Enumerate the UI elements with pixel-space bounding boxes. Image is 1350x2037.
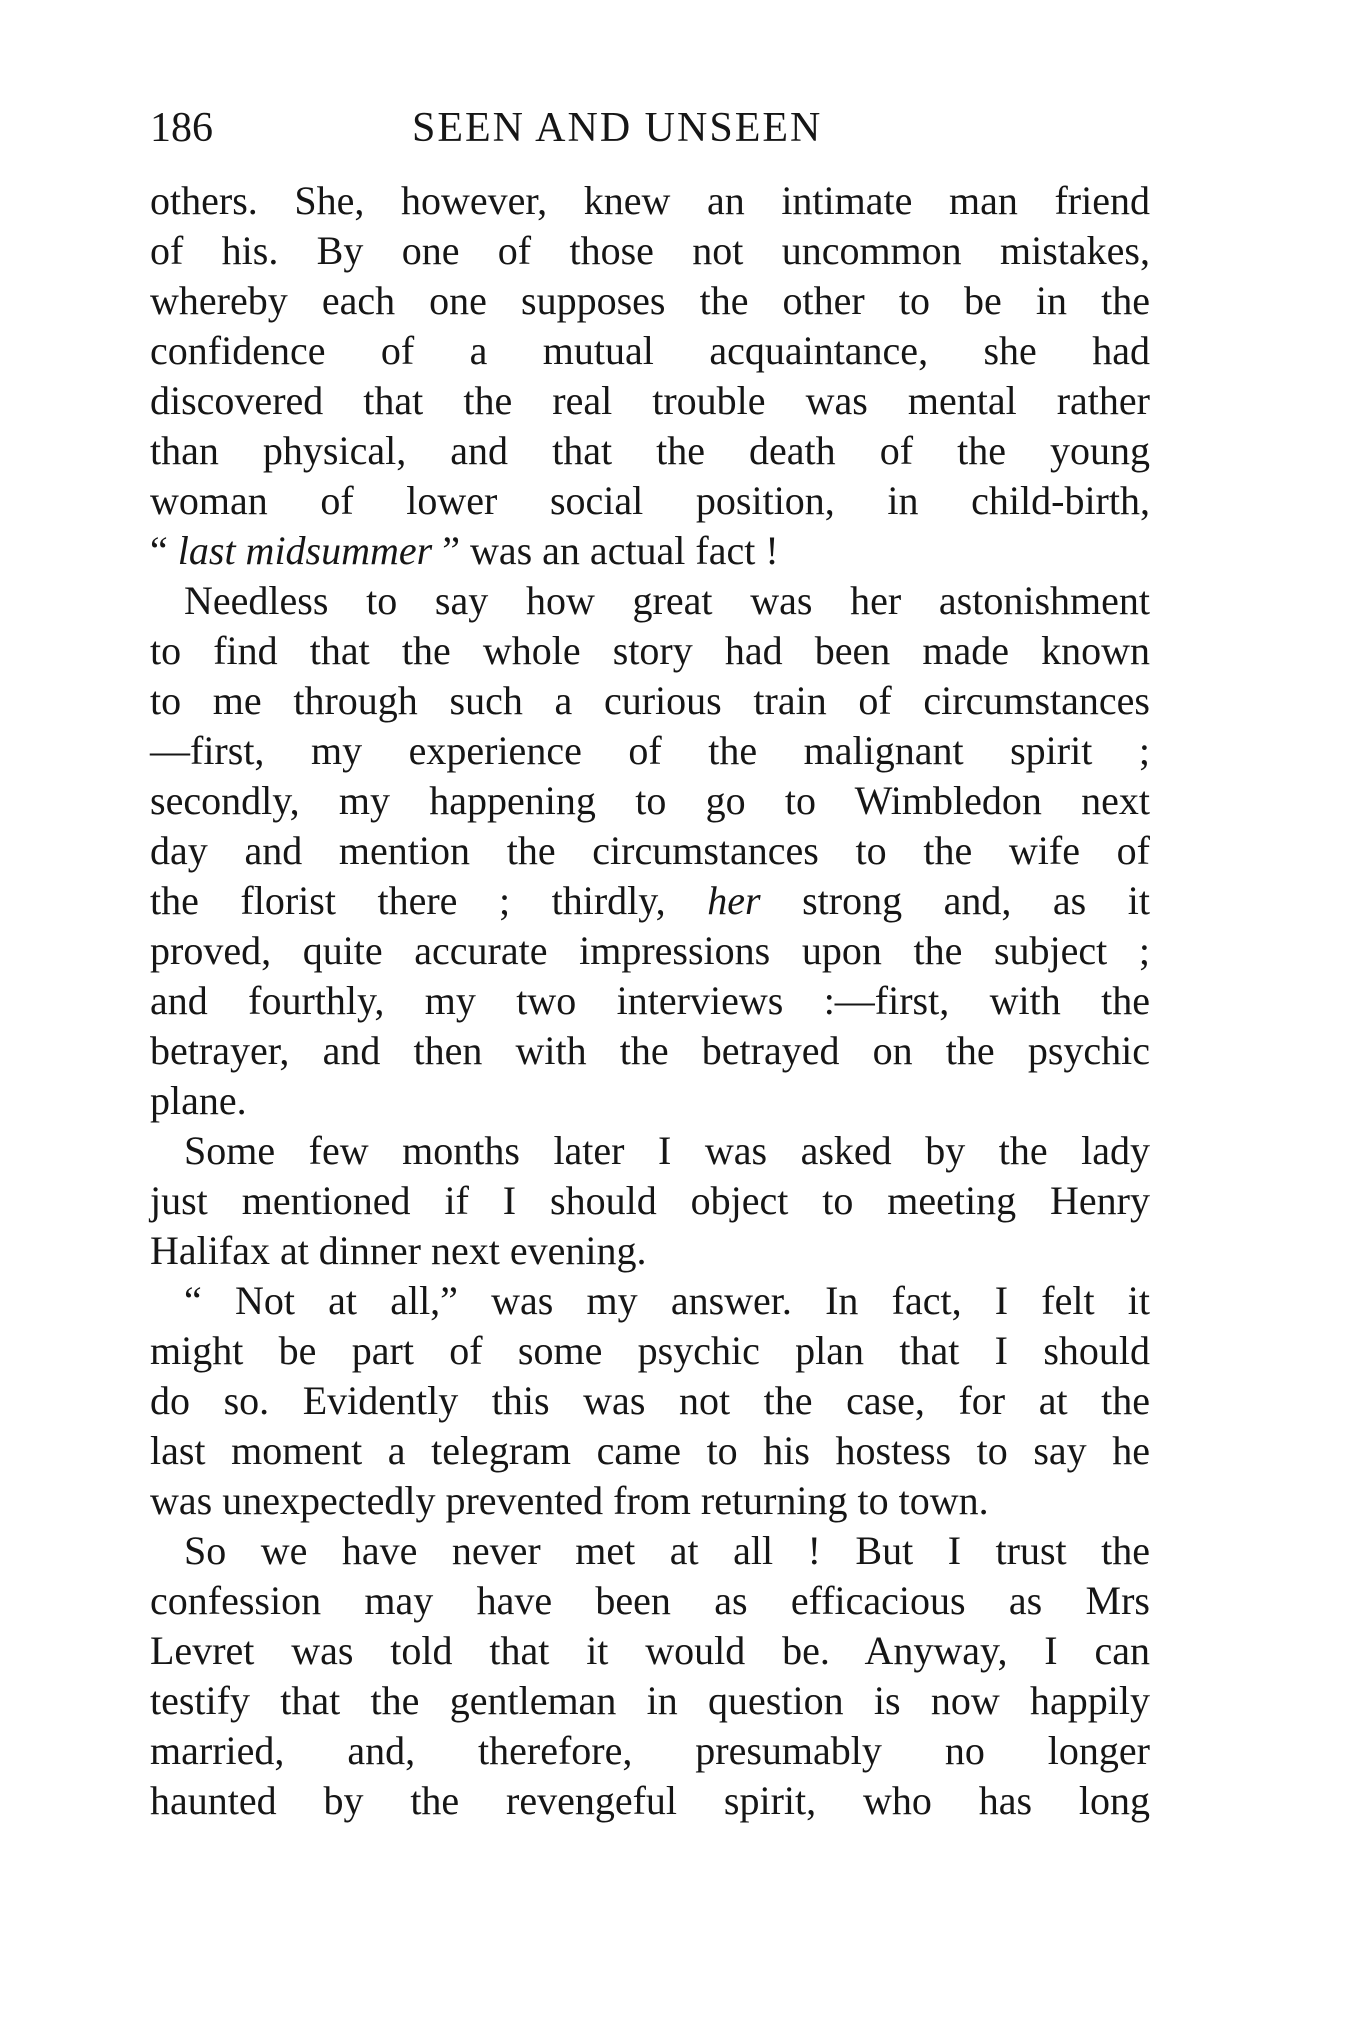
running-head: SEEN AND UNSEEN [412, 105, 823, 151]
text-line: woman of lower social position, in child-birth, [150, 478, 1150, 523]
page-number: 186 [150, 105, 213, 151]
text-line: day and mention the circumstances to the wife of [150, 828, 1150, 873]
text-line: and fourthly, my two interviews :—first, with the [150, 978, 1150, 1023]
text-line: than physical, and that the death of the young [150, 428, 1150, 473]
text-line: confession may have been as efficacious as Mrs [150, 1578, 1150, 1623]
text-line: Halifax at dinner next evening. [150, 1228, 647, 1273]
text-line: haunted by the revengeful spirit, who has long [150, 1778, 1150, 1823]
text-line: just mentioned if I should object to meeting Henry [150, 1178, 1150, 1223]
text-line: to me through such a curious train of circumstances [150, 678, 1150, 723]
text-line: might be part of some psychic plan that I should [150, 1328, 1150, 1373]
text-line: discovered that the real trouble was mental rather [150, 378, 1150, 423]
text-line: —first, my experience of the malignant spirit ; [150, 728, 1150, 773]
text-line: was unexpectedly prevented from returning to town. [150, 1478, 989, 1523]
text-line: of his. By one of those not uncommon mistakes, [150, 228, 1150, 273]
text-line: secondly, my happening to go to Wimbledon next [150, 778, 1150, 823]
paragraph-start-line: Some few months later I was asked by the lady [184, 1128, 1150, 1173]
paragraph-start-line: “ Not at all,” was my answer. In fact, I felt it [184, 1278, 1150, 1323]
text-line: do so. Evidently this was not the case, for at the [150, 1378, 1150, 1423]
text-segment: “ [150, 528, 178, 573]
paragraph-start-line: So we have never met at all ! But I trust the [184, 1528, 1150, 1573]
italic-text: her [707, 878, 761, 923]
page-header [150, 98, 1150, 158]
text-line: plane. [150, 1078, 247, 1123]
text-line: betrayer, and then with the betrayed on the psychic [150, 1028, 1150, 1073]
text-line: others. She, however, knew an intimate man friend [150, 178, 1150, 223]
text-line: Levret was told that it would be. Anyway, I can [150, 1628, 1150, 1673]
text-line: confidence of a mutual acquaintance, she had [150, 328, 1150, 373]
text-line: whereby each one supposes the other to be in the [150, 278, 1150, 323]
text-segment: ” was an actual fact ! [432, 528, 779, 573]
text-line: testify that the gentleman in question is now happily [150, 1678, 1150, 1723]
text-line: proved, quite accurate impressions upon the subject ; [150, 928, 1150, 973]
text-line: married, and, therefore, presumably no longer [150, 1728, 1150, 1773]
text-line: last moment a telegram came to his hostess to say he [150, 1428, 1150, 1473]
text-line [150, 876, 1150, 926]
text-line [150, 526, 1150, 576]
italic-text: last midsummer [177, 528, 433, 573]
paragraph-start-line: Needless to say how great was her astonishment [184, 578, 1150, 623]
text-line: to find that the whole story had been made known [150, 628, 1150, 673]
body-text [150, 176, 1150, 1826]
text-segment: the florist there ; thirdly, [150, 878, 708, 923]
text-segment: strong and, as it [760, 878, 1150, 923]
